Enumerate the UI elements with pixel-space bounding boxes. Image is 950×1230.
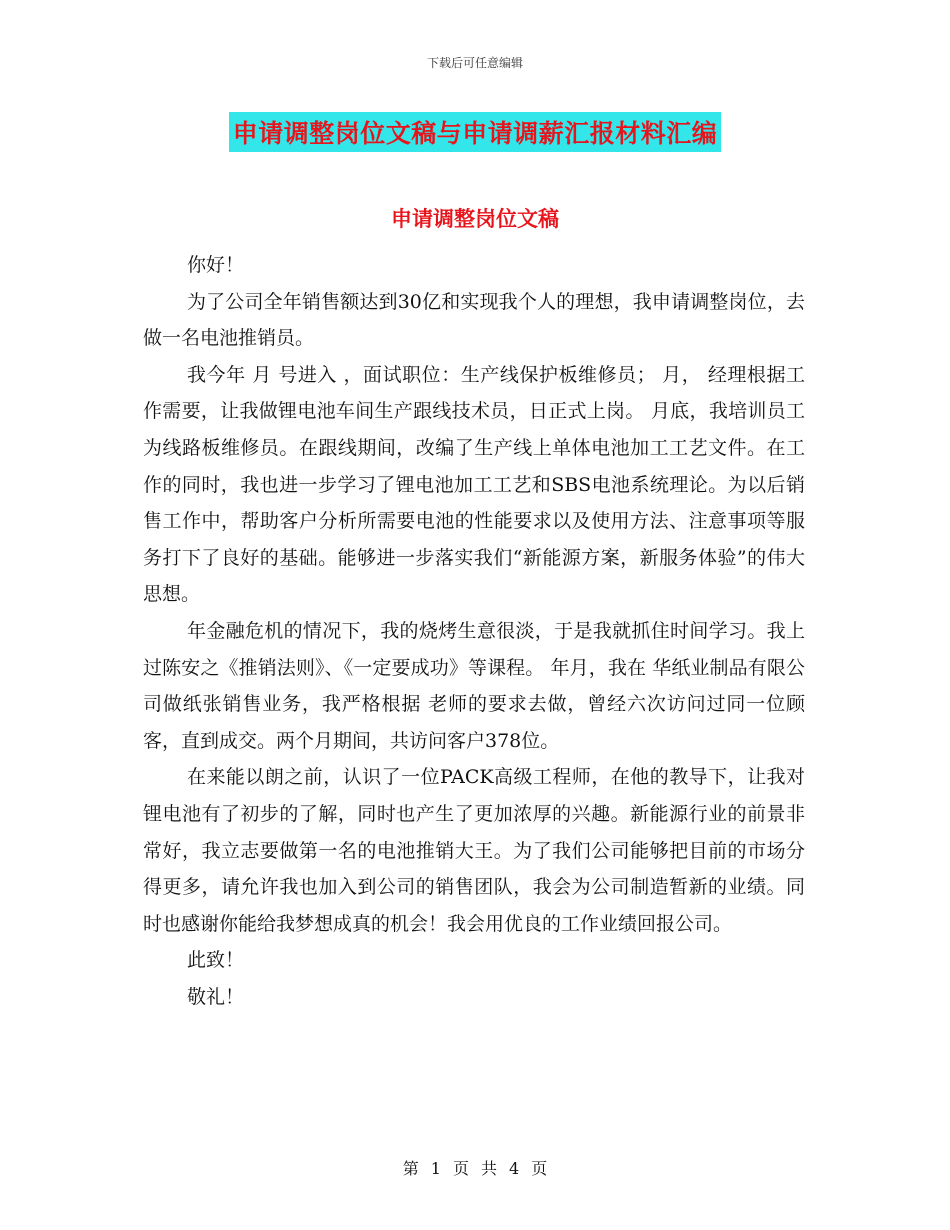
document-title-wrap bbox=[0, 112, 950, 152]
paragraph: 我今年 月 号进入 ，面试职位：生产线保护板维修员； 月， 经理根据工作需要，让我做锂电池车间生产跟线技术员，日正式上岗。 月底，我培训员工 为线路板维修员。在跟线期间，改编了生产线上单体电池加工工艺文件。在工作的同时，我也进一步学习了锂电池加工工艺和SBS电池系统理论。为以后销售工作中，帮助客户分析所需要电池的性能要求以及使用方法、注意事项等服务打下了良好的基础。能够进一步落实我们“新能源方案，新服务体验”的伟大思想。 bbox=[143, 363, 805, 606]
paragraph: 为了公司全年销售额达到30亿和实现我个人的理想，我申请调整岗位，去做一名电池推销员。 bbox=[143, 290, 805, 350]
footer-current-page: 1 bbox=[430, 1159, 441, 1178]
document-title: 申请调整岗位文稿与申请调薪汇报材料汇编 bbox=[229, 112, 722, 152]
paragraph-salutation: 敬礼！ bbox=[187, 985, 245, 1008]
footer-total-prefix: 共 bbox=[481, 1159, 498, 1178]
footer-total-pages: 4 bbox=[509, 1159, 520, 1178]
paragraph-greeting: 你好！ bbox=[187, 254, 245, 276]
document-body bbox=[143, 247, 805, 1015]
paragraph: 年金融危机的情况下，我的烧烤生意很淡，于是我就抓住时间学习。我上过陈安之《推销法则》、《一定要成功》等课程。 年月，我在 华纸业制品有限公司做纸张销售业务，我严格根据 老师的要求去做，曾经六次访问过同一位顾客，直到成交。两个月期间，共访问客户378位。 bbox=[143, 619, 805, 752]
page-footer bbox=[0, 1156, 950, 1179]
header-note: 下载后可任意编辑 bbox=[426, 56, 523, 70]
paragraph: 在来能以朗之前，认识了一位PACK高级工程师，在他的教导下，让我对锂电池有了初步的了解，同时也产生了更加浓厚的兴趣。新能源行业的前景非常好，我立志要做第一名的电池推销大王。为了我们公司能够把目前的市场分得更多，请允许我也加入到公司的销售团队，我会为公司制造暂新的业绩。同时也感谢你能给我梦想成真的机会！我会用优良的工作业绩回报公司。 bbox=[143, 766, 805, 935]
footer-page-prefix: 第 bbox=[402, 1159, 419, 1178]
footer-page-word: 页 bbox=[452, 1159, 469, 1178]
paragraph-closing: 此致！ bbox=[187, 949, 245, 972]
footer-total-word: 页 bbox=[531, 1159, 548, 1178]
section-title: 申请调整岗位文稿 bbox=[391, 206, 559, 231]
